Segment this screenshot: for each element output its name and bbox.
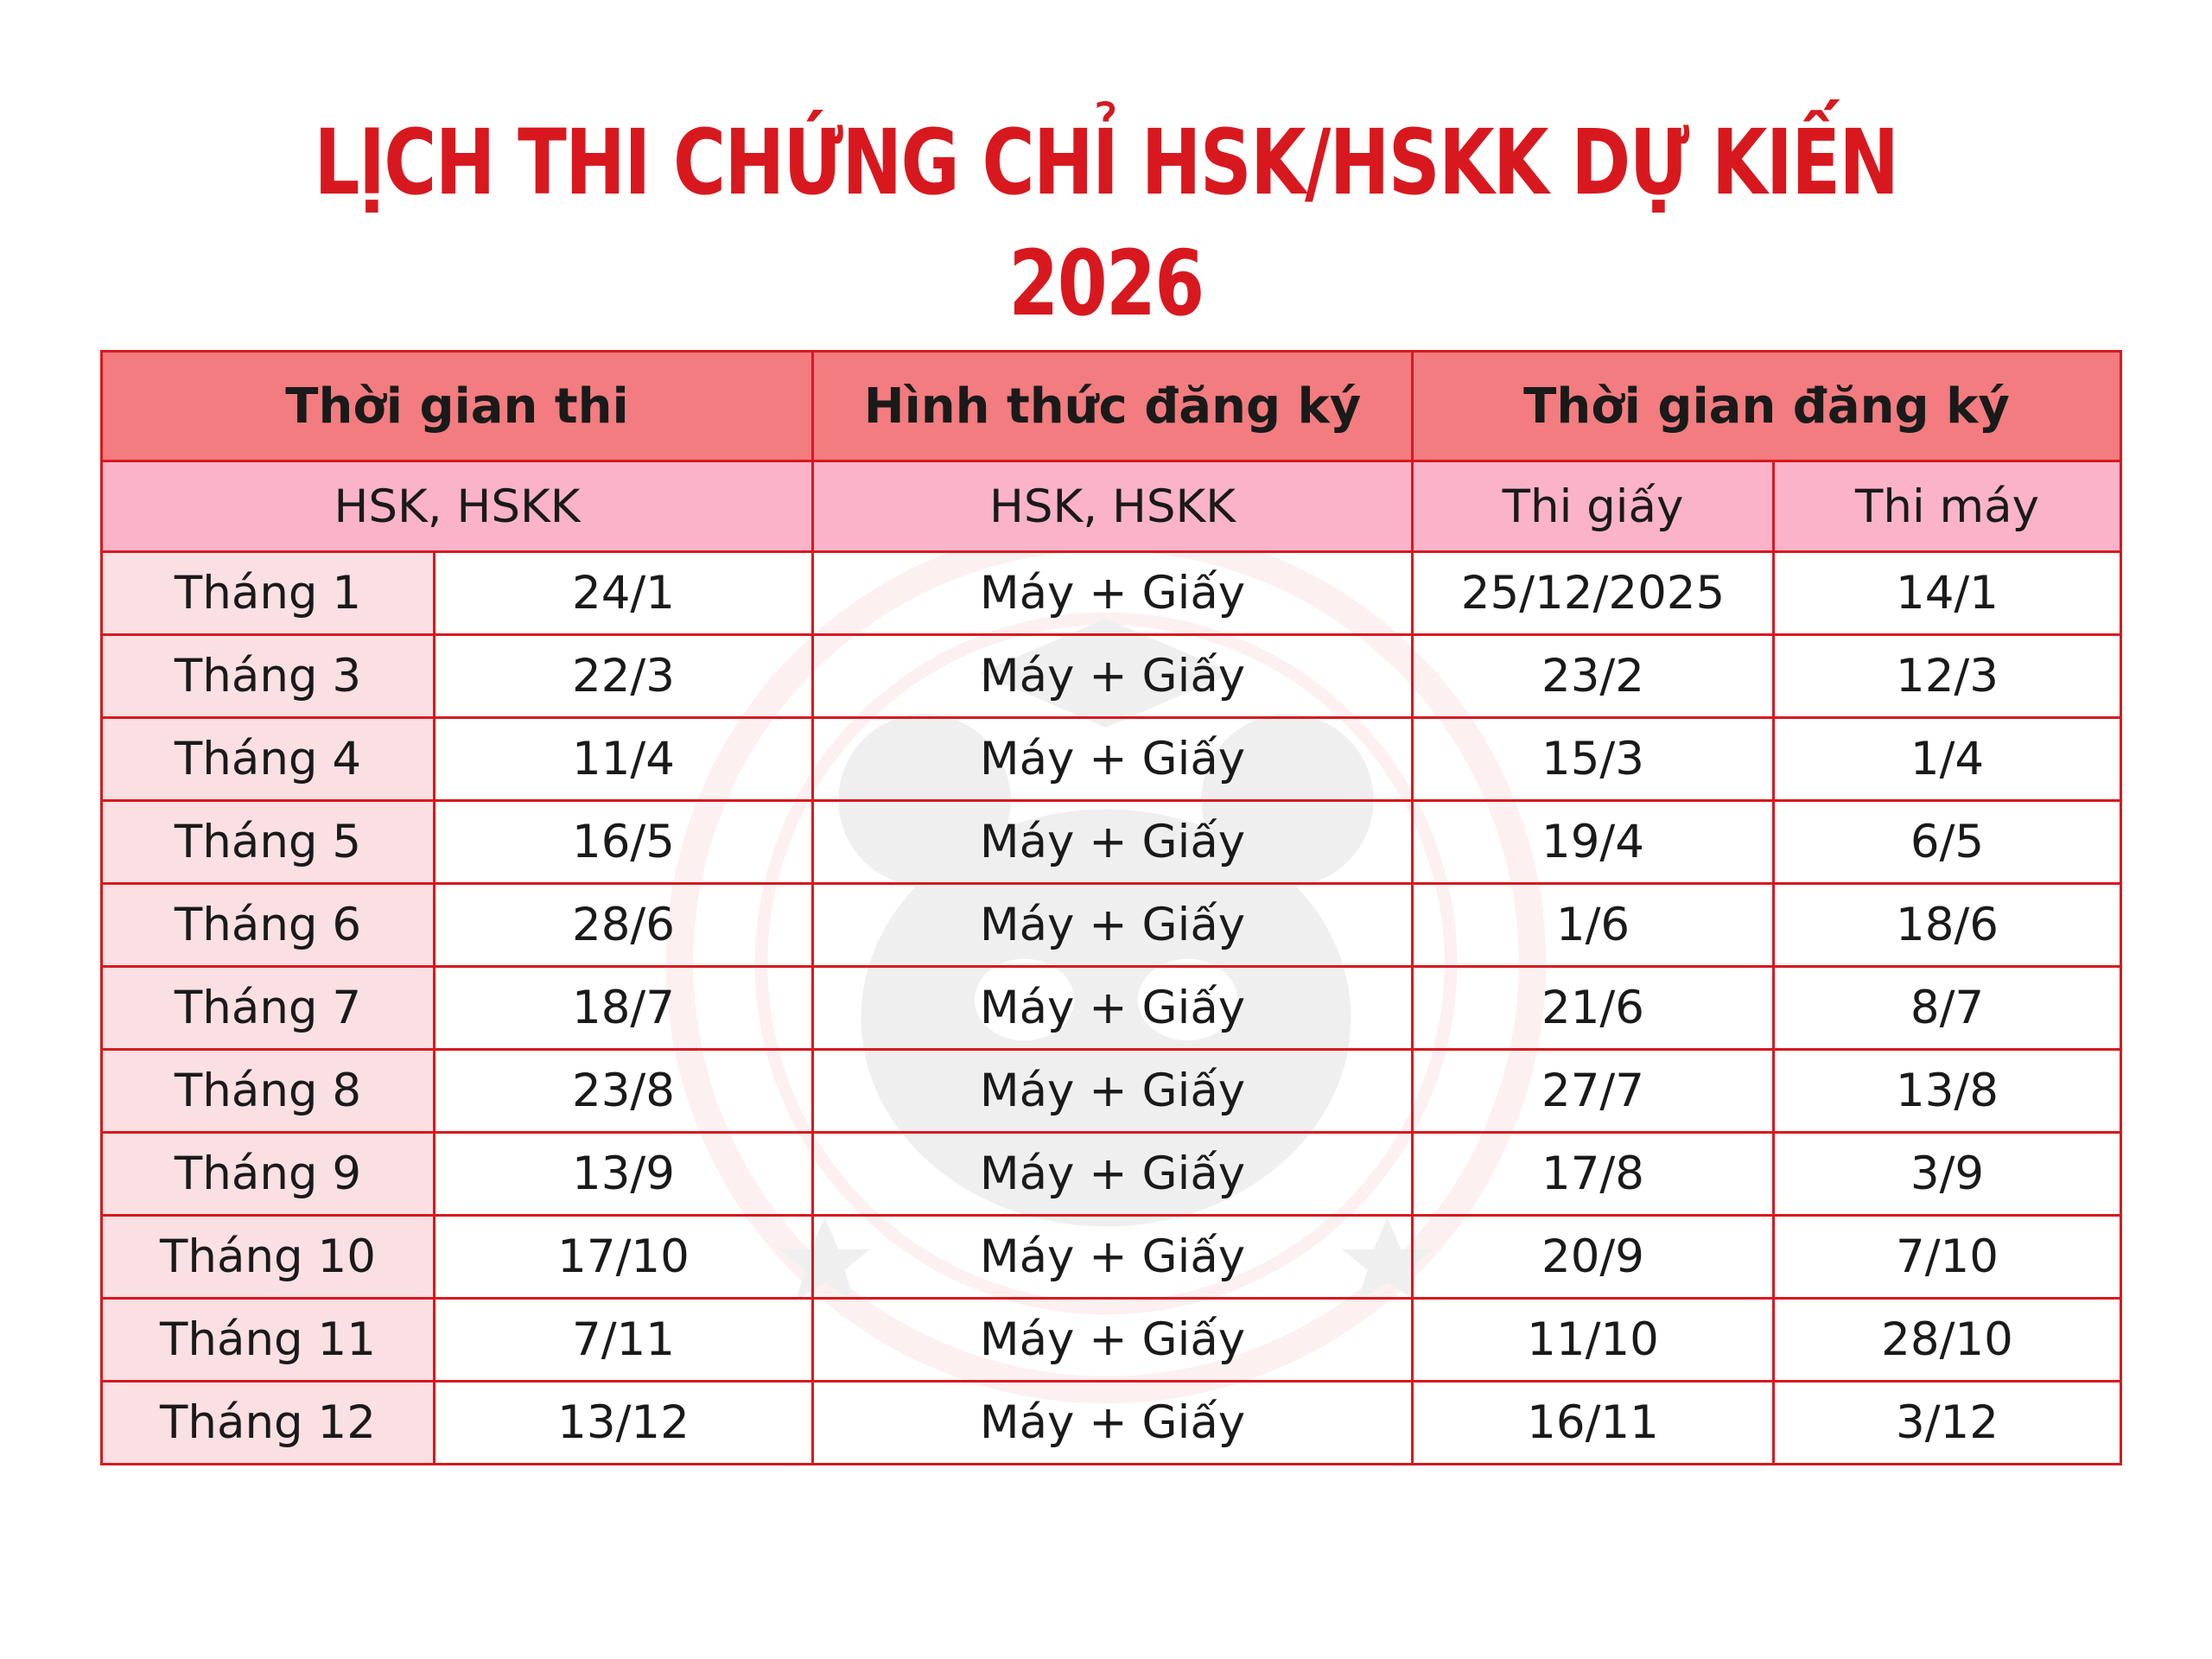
exam-date-cell: 23/8 (435, 1050, 813, 1133)
table-header-row (102, 352, 2121, 461)
table-subheader-row (102, 461, 2121, 552)
paper-deadline-cell: 20/9 (1413, 1216, 1774, 1299)
computer-deadline-cell: 14/1 (1774, 552, 2121, 635)
subheader-paper: Thi giấy (1413, 461, 1774, 552)
computer-deadline-cell: 13/8 (1774, 1050, 2121, 1133)
form-cell: Máy + Giấy (813, 1050, 1413, 1133)
form-cell: Máy + Giấy (813, 718, 1413, 801)
table-row (102, 967, 2121, 1050)
exam-date-cell: 17/10 (435, 1216, 813, 1299)
month-cell: Tháng 10 (102, 1216, 435, 1299)
exam-date-cell: 18/7 (435, 967, 813, 1050)
exam-date-cell: 7/11 (435, 1299, 813, 1382)
computer-deadline-cell: 7/10 (1774, 1216, 2121, 1299)
month-cell: Tháng 3 (102, 635, 435, 718)
computer-deadline-cell: 3/12 (1774, 1382, 2121, 1465)
table-row (102, 635, 2121, 718)
paper-deadline-cell: 25/12/2025 (1413, 552, 1774, 635)
computer-deadline-cell: 8/7 (1774, 967, 2121, 1050)
exam-date-cell: 22/3 (435, 635, 813, 718)
exam-date-cell: 16/5 (435, 801, 813, 884)
exam-date-cell: 28/6 (435, 884, 813, 967)
exam-date-cell: 13/12 (435, 1382, 813, 1465)
table-row (102, 1133, 2121, 1216)
table-row (102, 801, 2121, 884)
computer-deadline-cell: 6/5 (1774, 801, 2121, 884)
month-cell: Tháng 12 (102, 1382, 435, 1465)
exam-schedule-table (100, 350, 2122, 1465)
month-cell: Tháng 4 (102, 718, 435, 801)
paper-deadline-cell: 21/6 (1413, 967, 1774, 1050)
computer-deadline-cell: 1/4 (1774, 718, 2121, 801)
table-row (102, 884, 2121, 967)
paper-deadline-cell: 17/8 (1413, 1133, 1774, 1216)
form-cell: Máy + Giấy (813, 967, 1413, 1050)
paper-deadline-cell: 15/3 (1413, 718, 1774, 801)
form-cell: Máy + Giấy (813, 552, 1413, 635)
computer-deadline-cell: 12/3 (1774, 635, 2121, 718)
table-row (102, 718, 2121, 801)
month-cell: Tháng 5 (102, 801, 435, 884)
form-cell: Máy + Giấy (813, 801, 1413, 884)
table-row (102, 1382, 2121, 1465)
form-cell: Máy + Giấy (813, 1133, 1413, 1216)
form-cell: Máy + Giấy (813, 884, 1413, 967)
form-cell: Máy + Giấy (813, 635, 1413, 718)
subheader-exam-type: HSK, HSKK (102, 461, 813, 552)
paper-deadline-cell: 27/7 (1413, 1050, 1774, 1133)
exam-date-cell: 11/4 (435, 718, 813, 801)
table-row (102, 552, 2121, 635)
exam-date-cell: 13/9 (435, 1133, 813, 1216)
header-exam-time: Thời gian thi (102, 352, 813, 461)
form-cell: Máy + Giấy (813, 1299, 1413, 1382)
page-title: LỊCH THI CHỨNG CHỈ HSK/HSKK DỰ KIẾN 2026 (314, 110, 1898, 336)
month-cell: Tháng 9 (102, 1133, 435, 1216)
month-cell: Tháng 7 (102, 967, 435, 1050)
month-cell: Tháng 1 (102, 552, 435, 635)
header-registration-time: Thời gian đăng ký (1413, 352, 2121, 461)
month-cell: Tháng 11 (102, 1299, 435, 1382)
table-row (102, 1050, 2121, 1133)
header-registration-form: Hình thức đăng ký (813, 352, 1413, 461)
table-row (102, 1216, 2121, 1299)
computer-deadline-cell: 28/10 (1774, 1299, 2121, 1382)
form-cell: Máy + Giấy (813, 1216, 1413, 1299)
paper-deadline-cell: 16/11 (1413, 1382, 1774, 1465)
month-cell: Tháng 6 (102, 884, 435, 967)
table-row (102, 1299, 2121, 1382)
month-cell: Tháng 8 (102, 1050, 435, 1133)
paper-deadline-cell: 1/6 (1413, 884, 1774, 967)
paper-deadline-cell: 11/10 (1413, 1299, 1774, 1382)
computer-deadline-cell: 3/9 (1774, 1133, 2121, 1216)
subheader-form-type: HSK, HSKK (813, 461, 1413, 552)
subheader-computer: Thi máy (1774, 461, 2121, 552)
paper-deadline-cell: 23/2 (1413, 635, 1774, 718)
paper-deadline-cell: 19/4 (1413, 801, 1774, 884)
computer-deadline-cell: 18/6 (1774, 884, 2121, 967)
form-cell: Máy + Giấy (813, 1382, 1413, 1465)
exam-date-cell: 24/1 (435, 552, 813, 635)
